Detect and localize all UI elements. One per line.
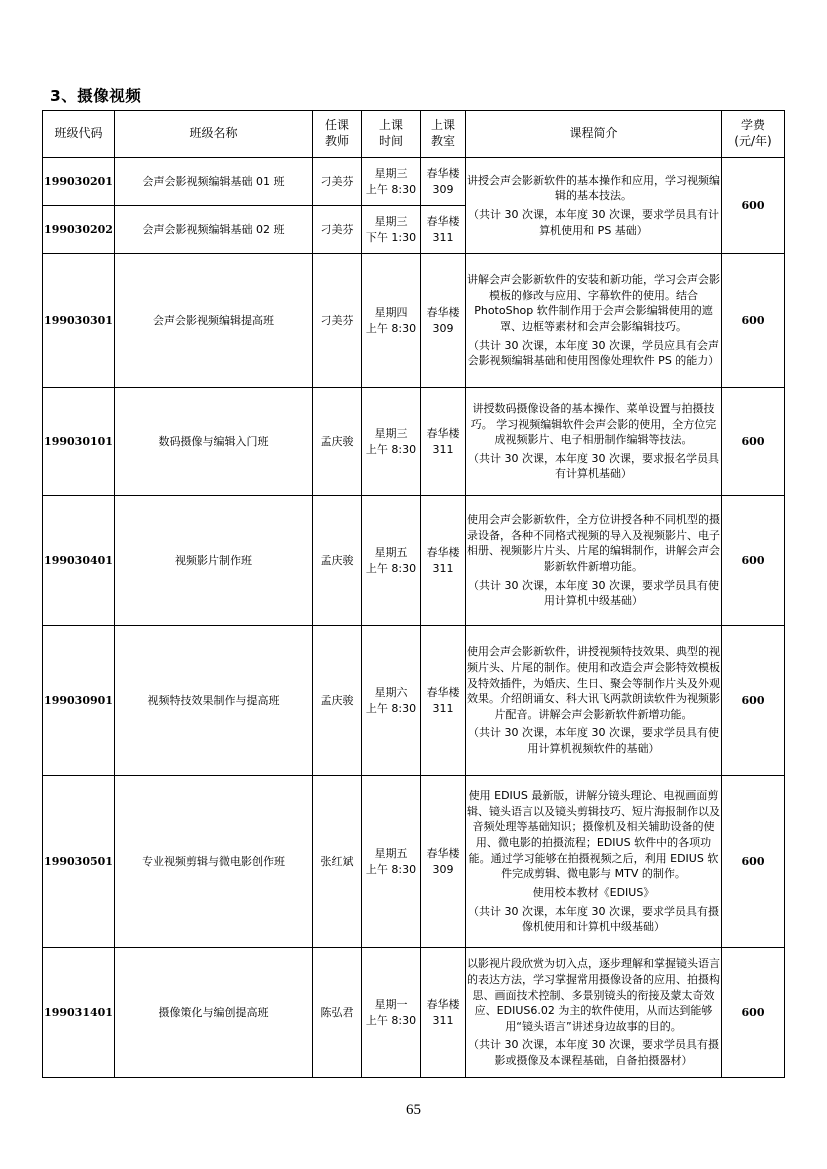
class-name: 会声会影视频编辑提高班 xyxy=(115,254,313,388)
classroom: 春华楼 311 xyxy=(421,496,466,626)
class-time: 星期五 上午 8:30 xyxy=(362,496,421,626)
tuition-fee: 600 xyxy=(722,626,785,776)
teacher: 刁美芬 xyxy=(313,254,362,388)
course-requirement: （共计 30 次课，本年度 30 次课，要求学员具有摄像机使用和计算机中级基础） xyxy=(468,904,719,934)
course-requirement: （共计 30 次课，本年度 30 次课，要求报名学员具有计算机基础） xyxy=(468,451,719,481)
tuition-fee: 600 xyxy=(722,254,785,388)
course-description: 讲解会声会影新软件的安装和新功能，学习会声会影模板的修改与应用、字幕软件的使用。结合 PhotoShop 软件制作用于会声会影编辑使用的遮罩、边框等素材和会声会影编辑技巧。 （共计 30 次课，本年度 30 次课，学员应具有会声会影视频编辑基础和使用图像处理软件 PS 的能力） xyxy=(466,254,722,388)
classroom: 春华楼 309 xyxy=(421,158,466,206)
class-name: 专业视频剪辑与微电影创作班 xyxy=(115,776,313,948)
teacher: 刁美芬 xyxy=(313,206,362,254)
classroom: 春华楼 311 xyxy=(421,388,466,496)
classroom: 春华楼 311 xyxy=(421,206,466,254)
class-code: 199030201 xyxy=(43,158,115,206)
classroom: 春华楼 311 xyxy=(421,948,466,1078)
table-row xyxy=(43,158,785,206)
class-name: 会声会影视频编辑基础 01 班 xyxy=(115,158,313,206)
course-description: 讲授会声会影新软件的基本操作和应用，学习视频编辑的基本技法。 （共计 30 次课，本年度 30 次课，要求学员具有计算机使用和 PS 基础） xyxy=(466,158,722,254)
tuition-fee: 600 xyxy=(722,158,785,254)
textbook-note: 使用校本教材《EDIUS》 xyxy=(532,885,655,899)
class-name: 视频特技效果制作与提高班 xyxy=(115,626,313,776)
class-name: 会声会影视频编辑基础 02 班 xyxy=(115,206,313,254)
class-code: 199030101 xyxy=(43,388,115,496)
course-description: 使用 EDIUS 最新版，讲解分镜头理论、电视画面剪辑、镜头语言以及镜头剪辑技巧、短片海报制作以及音频处理等基础知识；摄像机及相关辅助设备的使用、微电影的拍摄流程；EDIUS 软件中的各项功能。通过学习能够在拍摄视频之后，利用 EDIUS 软件完成剪辑、微电影与 MTV 的制作。 使用校本教材《EDIUS》 （共计 30 次课，本年度 30 次课，要求学员具有摄像机使用和计算机中级基础） xyxy=(466,776,722,948)
class-name: 视频影片制作班 xyxy=(115,496,313,626)
header-fee: 学费 (元/年) xyxy=(722,111,785,158)
table-row xyxy=(43,254,785,388)
tuition-fee: 600 xyxy=(722,388,785,496)
course-description: 以影视片段欣赏为切入点，逐步理解和掌握镜头语言的表达方法，学习掌握常用摄像设备的应用、拍摄构思、画面技术控制、多景别镜头的衔接及蒙太奇效应、EDIUS6.02 为主的软件使用，从而达到能够用“镜头语言”讲述身边故事的目的。 （共计 30 次课，本年度 30 次课，要求学员具有摄影或摄像及本课程基础，自备拍摄器材） xyxy=(466,948,722,1078)
table-row xyxy=(43,496,785,626)
header-time: 上课 时间 xyxy=(362,111,421,158)
class-name: 摄像策化与编创提高班 xyxy=(115,948,313,1078)
tuition-fee: 600 xyxy=(722,496,785,626)
tuition-fee: 600 xyxy=(722,948,785,1078)
classroom: 春华楼 309 xyxy=(421,776,466,948)
classroom: 春华楼 311 xyxy=(421,626,466,776)
header-teacher: 任课 教师 xyxy=(313,111,362,158)
course-requirement: （共计 30 次课，本年度 30 次课，要求学员具有计算机使用和 PS 基础） xyxy=(468,208,719,237)
teacher: 孟庆骏 xyxy=(313,388,362,496)
course-requirement: （共计 30 次课，本年度 30 次课，要求学员具有摄影或摄像及本课程基础，自备拍摄器材） xyxy=(468,1038,719,1068)
table-row xyxy=(43,948,785,1078)
course-requirement: （共计 30 次课，本年度 30 次课，要求学员具有使用计算机中级基础） xyxy=(468,578,719,608)
teacher: 孟庆骏 xyxy=(313,626,362,776)
teacher: 张红斌 xyxy=(313,776,362,948)
tuition-fee: 600 xyxy=(722,776,785,948)
teacher: 刁美芬 xyxy=(313,158,362,206)
header-desc: 课程简介 xyxy=(466,111,722,158)
teacher: 陈弘君 xyxy=(313,948,362,1078)
class-code: 199030901 xyxy=(43,626,115,776)
class-code: 199030501 xyxy=(43,776,115,948)
header-code: 班级代码 xyxy=(43,111,115,158)
table-header-row xyxy=(43,111,785,158)
class-time: 星期五 上午 8:30 xyxy=(362,776,421,948)
header-room: 上课 教室 xyxy=(421,111,466,158)
class-time: 星期三 上午 8:30 xyxy=(362,158,421,206)
class-name: 数码摄像与编辑入门班 xyxy=(115,388,313,496)
course-requirement: （共计 30 次课，本年度 30 次课，学员应具有会声会影视频编辑基础和使用图像处理软件 PS 的能力） xyxy=(467,338,720,368)
class-time: 星期三 上午 8:30 xyxy=(362,388,421,496)
table-row xyxy=(43,626,785,776)
section-title: 3、摄像视频 xyxy=(50,87,142,105)
teacher: 孟庆骏 xyxy=(313,496,362,626)
course-description: 使用会声会影新软件，全方位讲授各种不同机型的摄录设备，各种不同格式视频的导入及视频影片、电子相册、视频影片片头、片尾的编辑制作，讲解会声会影新软件新增功能。 （共计 30 次课，本年度 30 次课，要求学员具有使用计算机中级基础） xyxy=(466,496,722,626)
course-requirement: （共计 30 次课，本年度 30 次课，要求学员具有使用计算机视频软件的基础） xyxy=(468,726,719,756)
course-description: 使用会声会影新软件，讲授视频特技效果、典型的视频片头、片尾的制作。使用和改造会声会影特效模板及特效插件，为婚庆、生日、聚会等制作片头及外观效果。介绍朗诵女、科大讯飞两款朗读软件为视频影片配音。讲解会声会影新软件新增功能。 （共计 30 次课，本年度 30 次课，要求学员具有使用计算机视频软件的基础） xyxy=(466,626,722,776)
classroom: 春华楼 309 xyxy=(421,254,466,388)
page-number: 65 xyxy=(406,1102,421,1118)
table-row xyxy=(43,776,785,948)
class-code: 199030401 xyxy=(43,496,115,626)
class-time: 星期一 上午 8:30 xyxy=(362,948,421,1078)
table-row xyxy=(43,388,785,496)
class-code: 199030301 xyxy=(43,254,115,388)
class-time: 星期三 下午 1:30 xyxy=(362,206,421,254)
class-code: 199031401 xyxy=(43,948,115,1078)
course-table xyxy=(42,110,785,1078)
class-time: 星期六 上午 8:30 xyxy=(362,626,421,776)
course-description: 讲授数码摄像设备的基本操作、菜单设置与拍摄技巧。 学习视频编辑软件会声会影的使用，全方位完成视频影片、电子相册制作编辑等技法。 （共计 30 次课，本年度 30 次课，要求报名学员具有计算机基础） xyxy=(466,388,722,496)
class-time: 星期四 上午 8:30 xyxy=(362,254,421,388)
class-code: 199030202 xyxy=(43,206,115,254)
header-name: 班级名称 xyxy=(115,111,313,158)
